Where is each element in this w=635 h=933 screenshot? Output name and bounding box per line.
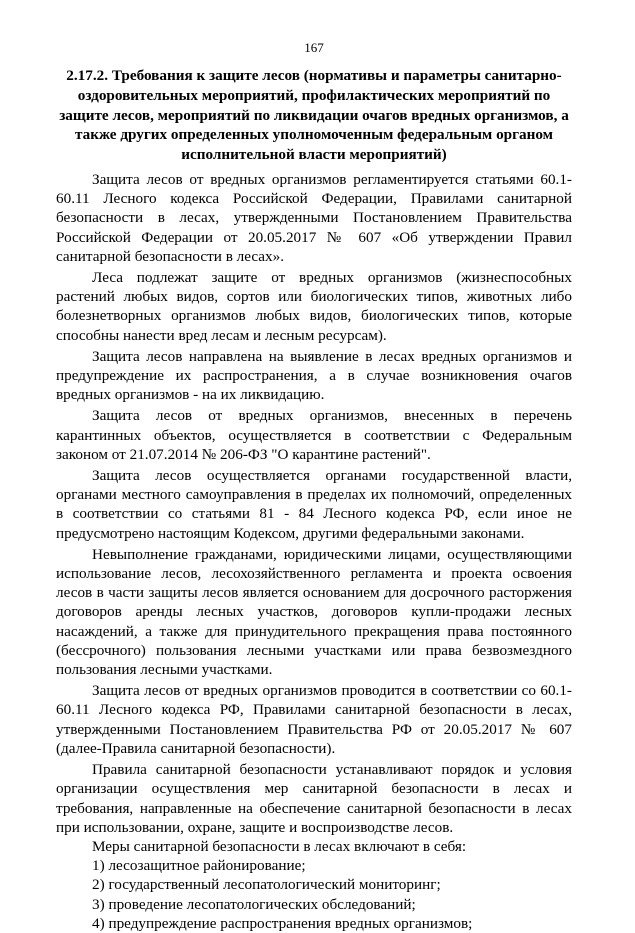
list-item: 1) лесозащитное районирование; bbox=[92, 857, 306, 875]
section-heading: 2.17.2. Требования к защите лесов (нормативы и параметры санитарно-оздоровительных мероприятий, профилактических мероприятий по защите лесов, мероприятий по ликвидации очагов вредных организмов, а также других определенных уполномоченным федеральным органом исполнительной власти мероприятий) bbox=[59, 67, 569, 164]
paragraph: Леса подлежат защите от вредных организмов (жизнеспособных растений любых видов, сортов или биологических типов, животных либо болезнетворных организмов любых видов, биологических типов, которые способны нанести вред лесам и лесным ресурсам). bbox=[56, 269, 572, 344]
paragraph: Невыполнение гражданами, юридическими лицами, осуществляющими использование лесов, лесохозяйственного регламента и проекта освоения лесов в части защиты лесов является основанием для досрочного расторжения договоров аренды лесных участков, договоров купли-продажи лесных насаждений, а также для принудительного прекращения права постоянного (бессрочного) пользования лесными участками или права безвозмездного пользования лесными участками. bbox=[56, 545, 572, 679]
paragraph: Меры санитарной безопасности в лесах включают в себя: bbox=[92, 837, 467, 855]
list-item: 3) проведение лесопатологических обследований; bbox=[92, 895, 416, 913]
paragraph: Защита лесов направлена на выявление в лесах вредных организмов и предупреждение их распространения, а в случае возникновения очагов вредных организмов - на их ликвидацию. bbox=[56, 347, 572, 404]
list-item: 4) предупреждение распространения вредных организмов; bbox=[92, 914, 473, 932]
page-number: 167 bbox=[304, 40, 324, 55]
document-body bbox=[56, 170, 572, 933]
paragraph: Защита лесов от вредных организмов регламентируется статьями 60.1-60.11 Лесного кодекса Российской Федерации, Правилами санитарной безопасности в лесах, утвержденными Постановлением Правительства Российской Федерации от 20.05.2017 № 607 «Об утверждении Правил санитарной безопасности в лесах». bbox=[56, 171, 572, 265]
paragraph: Правила санитарной безопасности устанавливают порядок и условия организации осуществления мер санитарной безопасности в лесах и требования, направленные на обеспечение санитарной безопасности в лесах при использовании, охране, защите и воспроизводстве лесов. bbox=[56, 761, 572, 836]
paragraph: Защита лесов от вредных организмов, внесенных в перечень карантинных объектов, осуществляется в соответствии с Федеральным законом от 21.07.2014 № 206-ФЗ "О карантине растений". bbox=[56, 407, 572, 463]
list-item: 2) государственный лесопатологический мониторинг; bbox=[92, 876, 441, 894]
document-page bbox=[56, 0, 572, 932]
paragraph: Защита лесов осуществляется органами государственной власти, органами местного самоуправления в пределах их полномочий, определенных в соответствии со статьями 81 - 84 Лесного кодекса РФ, если иное не предусмотрено настоящим Кодексом, другими федеральными законами. bbox=[56, 467, 572, 542]
paragraph: Защита лесов от вредных организмов проводится в соответствии со 60.1-60.11 Лесного кодекса РФ, Правилами санитарной безопасности в лесах, утвержденными Постановлением Правительства РФ от 20.05.2017 № 607 (далее-Правила санитарной безопасности). bbox=[56, 682, 572, 757]
